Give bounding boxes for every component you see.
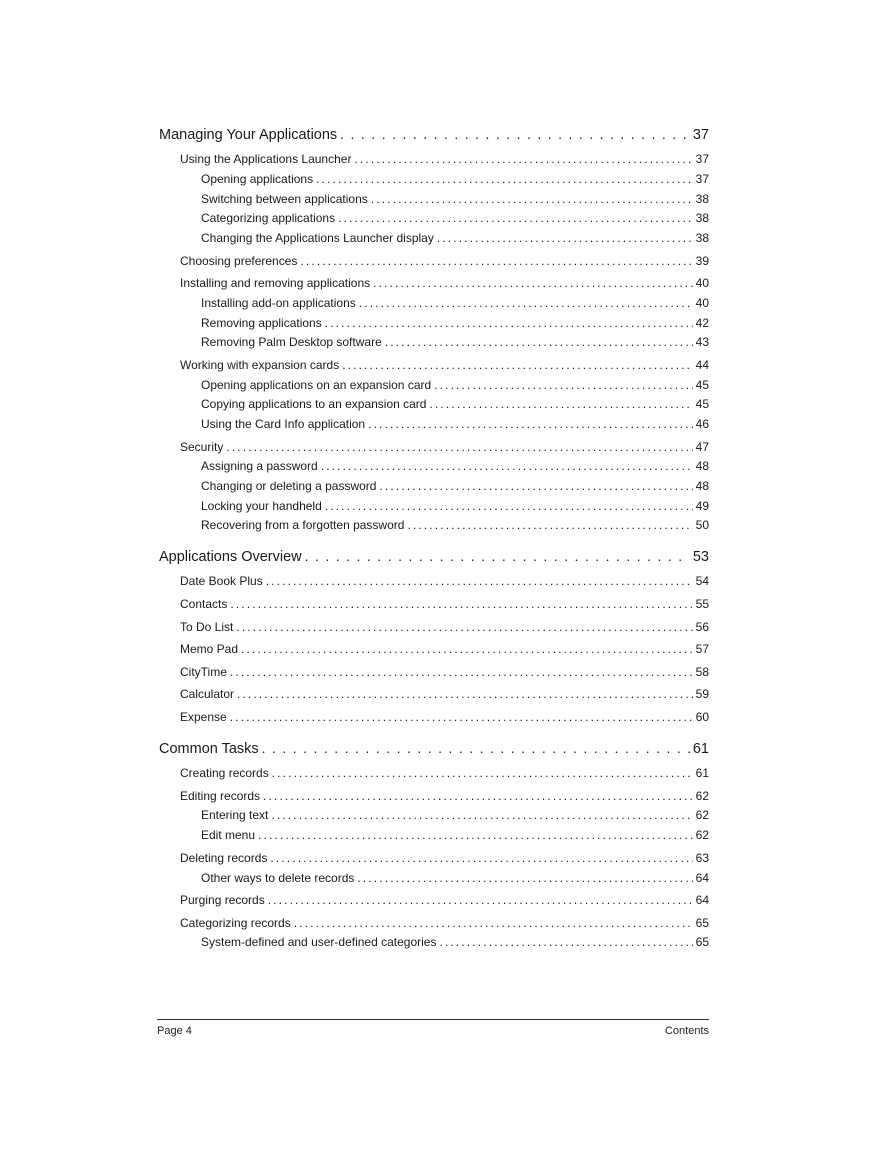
toc-entry-level2[interactable] (159, 665, 709, 679)
toc-entry-level3[interactable] (159, 192, 709, 206)
toc-entry-level2[interactable] (159, 893, 709, 907)
toc-entry-page: 38 (695, 231, 709, 245)
toc-entry-level1[interactable] (159, 740, 709, 757)
toc-entry-page: 60 (695, 710, 709, 724)
toc-entry-title: Deleting records (180, 851, 268, 865)
toc-leader-dots (321, 459, 693, 473)
toc-leader-dots (226, 440, 692, 454)
toc-leader-dots (371, 192, 693, 206)
toc-leader-dots (230, 665, 693, 679)
toc-entry-title: System-defined and user-defined categories (201, 935, 437, 949)
toc-entry-title: To Do List (180, 620, 234, 634)
footer-section-name: Contents (664, 1025, 709, 1037)
toc-entry-level2[interactable] (159, 789, 709, 803)
toc-entry-page: 48 (695, 479, 709, 493)
toc-entry-level3[interactable] (159, 871, 709, 885)
toc-entry-page: 38 (695, 211, 709, 225)
toc-entry-title: Categorizing applications (201, 211, 336, 225)
toc-entry-title: Opening applications (201, 172, 314, 186)
toc-entry-page: 61 (692, 741, 709, 757)
toc-entry-page: 38 (695, 192, 709, 206)
toc-entry-level3[interactable] (159, 808, 709, 822)
toc-leader-dots (300, 254, 692, 268)
toc-leader-dots (379, 479, 692, 493)
toc-entry-page: 57 (695, 642, 709, 656)
toc-entry-level3[interactable] (159, 518, 709, 532)
toc-leader-dots (342, 358, 692, 372)
toc-entry-title: Date Book Plus (180, 574, 263, 588)
toc-entry-page: 53 (692, 549, 709, 565)
toc-leader-dots (230, 710, 693, 724)
toc-entry-level3[interactable] (159, 828, 709, 842)
toc-leader-dots (338, 211, 693, 225)
toc-entry-title: Common Tasks (159, 741, 259, 757)
toc-entry-title: Edit menu (201, 828, 256, 842)
toc-entry-level2[interactable] (159, 687, 709, 701)
toc-entry-page: 61 (695, 766, 709, 780)
toc-entry-level3[interactable] (159, 417, 709, 431)
toc-entry-page: 64 (695, 893, 709, 907)
toc-entry-level3[interactable] (159, 231, 709, 245)
toc-leader-dots (270, 851, 692, 865)
toc-entry-title: Editing records (180, 789, 261, 803)
toc-leader-dots (263, 789, 693, 803)
toc-entry-page: 43 (695, 335, 709, 349)
toc-entry-level2[interactable] (159, 620, 709, 634)
toc-entry-level3[interactable] (159, 459, 709, 473)
toc-entry-page: 56 (695, 620, 709, 634)
toc-leader-dots (340, 126, 690, 142)
toc-entry-level3[interactable] (159, 935, 709, 949)
toc-entry-title: Managing Your Applications (159, 127, 338, 143)
toc-leader-dots (325, 316, 693, 330)
toc-entry-level2[interactable] (159, 276, 709, 290)
toc-leader-dots (357, 871, 692, 885)
toc-entry-level2[interactable] (159, 710, 709, 724)
toc-entry-page: 58 (695, 665, 709, 679)
toc-entry-title: Memo Pad (180, 642, 239, 656)
footer-page-number: Page 4 (157, 1025, 192, 1037)
toc-entry-level3[interactable] (159, 499, 709, 513)
toc-leader-dots (359, 296, 693, 310)
toc-entry-level2[interactable] (159, 597, 709, 611)
toc-entry-title: Entering text (201, 808, 269, 822)
toc-entry-page: 42 (695, 316, 709, 330)
toc-entry-title: Changing the Applications Launcher display (201, 231, 434, 245)
toc-entry-level2[interactable] (159, 851, 709, 865)
toc-entry-level3[interactable] (159, 296, 709, 310)
toc-entry-page: 55 (695, 597, 709, 611)
toc-entry-page: 46 (695, 417, 709, 431)
toc-entry-page: 62 (695, 789, 709, 803)
toc-entry-page: 62 (695, 828, 709, 842)
toc-entry-page: 47 (695, 440, 709, 454)
toc-entry-page: 49 (695, 499, 709, 513)
toc-entry-level2[interactable] (159, 440, 709, 454)
toc-entry-page: 44 (695, 358, 709, 372)
toc-leader-dots (294, 916, 693, 930)
toc-leader-dots (373, 276, 693, 290)
toc-entry-title: Other ways to delete records (201, 871, 355, 885)
toc-entry-level1[interactable] (159, 126, 709, 143)
toc-entry-level3[interactable] (159, 479, 709, 493)
toc-leader-dots (237, 687, 693, 701)
toc-entry-title: Changing or deleting a password (201, 479, 377, 493)
toc-entry-title: Creating records (180, 766, 269, 780)
toc-leader-dots (241, 642, 693, 656)
toc-entry-title: Using the Applications Launcher (180, 152, 352, 166)
toc-leader-dots (325, 499, 693, 513)
toc-leader-dots (368, 417, 693, 431)
toc-entry-page: 45 (695, 378, 709, 392)
toc-entry-page: 50 (695, 518, 709, 532)
toc-leader-dots (434, 378, 692, 392)
toc-leader-dots (437, 231, 693, 245)
toc-entry-page: 54 (695, 574, 709, 588)
toc-entry-title: Copying applications to an expansion card (201, 397, 427, 411)
toc-entry-title: Applications Overview (159, 549, 302, 565)
toc-entry-title: Contacts (180, 597, 228, 611)
toc-entry-title: Removing applications (201, 316, 322, 330)
toc-entry-page: 40 (695, 296, 709, 310)
toc-entry-page: 65 (695, 935, 709, 949)
toc-entry-page: 37 (695, 172, 709, 186)
toc-entry-title: Calculator (180, 687, 235, 701)
toc-entry-title: Expense (180, 710, 227, 724)
toc-entry-level2[interactable] (159, 766, 709, 780)
toc-leader-dots (354, 152, 692, 166)
toc-entry-page: 65 (695, 916, 709, 930)
toc-entry-title: Categorizing records (180, 916, 291, 930)
toc-leader-dots (385, 335, 693, 349)
toc-entry-level3[interactable] (159, 172, 709, 186)
toc-entry-level2[interactable] (159, 358, 709, 372)
toc-entry-page: 62 (695, 808, 709, 822)
toc-entry-page: 48 (695, 459, 709, 473)
toc-leader-dots (268, 893, 693, 907)
toc-entry-title: Recovering from a forgotten password (201, 518, 405, 532)
toc-leader-dots (230, 597, 692, 611)
toc-entry-title: Security (180, 440, 224, 454)
toc-entry-level3[interactable] (159, 397, 709, 411)
toc-entry-page: 40 (695, 276, 709, 290)
footer-divider (157, 1019, 709, 1020)
toc-entry-title: Removing Palm Desktop software (201, 335, 382, 349)
toc-entry-title: Assigning a password (201, 459, 318, 473)
toc-entry-title: Opening applications on an expansion card (201, 378, 432, 392)
toc-leader-dots (429, 397, 692, 411)
toc-entry-title: Purging records (180, 893, 265, 907)
toc-entry-title: Locking your handheld (201, 499, 322, 513)
toc-entry-title: Choosing preferences (180, 254, 298, 268)
toc-entry-level3[interactable] (159, 378, 709, 392)
toc-entry-title: Switching between applications (201, 192, 368, 206)
toc-entry-level1[interactable] (159, 548, 709, 565)
toc-entry-page: 37 (692, 127, 709, 143)
toc-leader-dots (272, 766, 693, 780)
toc-entry-level2[interactable] (159, 916, 709, 930)
toc-entry-page: 64 (695, 871, 709, 885)
toc-entry-title: Using the Card Info application (201, 417, 366, 431)
toc-entry-page: 45 (695, 397, 709, 411)
toc-entry-page: 39 (695, 254, 709, 268)
toc-entry-title: Installing and removing applications (180, 276, 371, 290)
toc-entry-page: 63 (695, 851, 709, 865)
toc-leader-dots (407, 518, 692, 532)
toc-entry-level2[interactable] (159, 254, 709, 268)
toc-entry-level3[interactable] (159, 211, 709, 225)
toc-entry-level2[interactable] (159, 642, 709, 656)
toc-entry-title: Working with expansion cards (180, 358, 340, 372)
toc-leader-dots (305, 548, 690, 564)
toc-entry-level2[interactable] (159, 574, 709, 588)
toc-leader-dots (236, 620, 692, 634)
toc-leader-dots (258, 828, 693, 842)
toc-leader-dots (271, 808, 692, 822)
toc-leader-dots (439, 935, 692, 949)
toc-entry-title: CityTime (180, 665, 227, 679)
toc-leader-dots (266, 574, 693, 588)
toc-leader-dots (262, 740, 690, 756)
toc-entry-title: Installing add-on applications (201, 296, 356, 310)
toc-entry-page: 37 (695, 152, 709, 166)
toc-entry-page: 59 (695, 687, 709, 701)
toc-leader-dots (316, 172, 693, 186)
toc-entry-level3[interactable] (159, 335, 709, 349)
toc-entry-level2[interactable] (159, 152, 709, 166)
toc-entry-level3[interactable] (159, 316, 709, 330)
